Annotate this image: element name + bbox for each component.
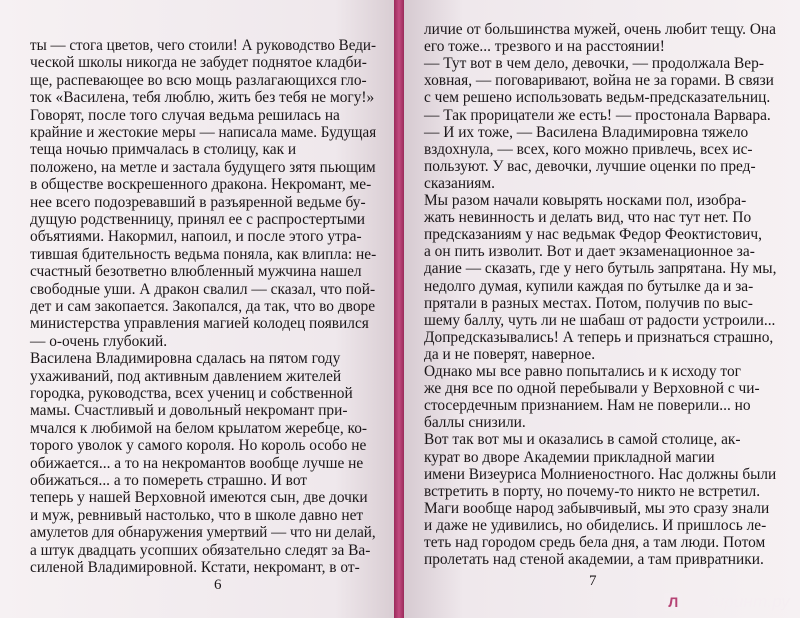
text-line: обижаться... а то помереть страшно. И вот bbox=[30, 472, 308, 489]
text-line: прятали в разных местах. Потом, получив по выс- bbox=[424, 294, 753, 312]
left-page bbox=[0, 0, 394, 618]
text-line: — Так прорицатели же есть! — простонала Варвара. bbox=[424, 106, 771, 124]
text-line: положено, на метле и застала будущего зятя пьющим bbox=[30, 158, 376, 176]
text-line: ток «Василена, тебя люблю, жить без тебя не могу!» bbox=[30, 89, 375, 107]
text-line: городка, руководства, всех учениц и собственной bbox=[30, 385, 353, 402]
text-line: крайние и жестокие меры — написала маме. Будущая bbox=[30, 124, 377, 141]
text-line: торого уволок у самого короля. Но король особо не bbox=[30, 437, 367, 455]
text-line: курат во дворе Академии прикладной магии bbox=[424, 448, 715, 466]
text-line: ухаживаний, под активным давлением жителей bbox=[30, 367, 342, 385]
text-line: обижается... а то на некромантов вообще лучше не bbox=[30, 454, 364, 472]
text-line: Мы разом начали ковырять носками пол, изобра- bbox=[424, 192, 747, 209]
text-line: тившая бдительность ведьма поняла, как влипла: не- bbox=[30, 245, 377, 263]
left-page-number: 6 bbox=[214, 577, 222, 593]
right-page-number: 7 bbox=[589, 573, 597, 589]
text-line: стосердечным признанием. Нам не поверили... но bbox=[424, 397, 751, 415]
text-line: вздохнула, — всех, кого можно привлечь, всех ис- bbox=[424, 140, 753, 158]
text-line: и даже не удивились, но обиделись. И пришлось ле- bbox=[424, 516, 767, 534]
text-line: а он пить изволит. Вот и дает экзаменационное за- bbox=[424, 243, 755, 261]
text-line: предсказаниям у нас ведьмак Федор Феоктистович, bbox=[424, 226, 762, 244]
text-line: шему баллу, чуть ли не шабаш от радости устроили... bbox=[424, 311, 776, 329]
text-line: имени Визеуриса Молниеностного. Нас должны были bbox=[424, 465, 777, 483]
text-line: — Тут вот в чем дело, девочки, — продолжала Вер- bbox=[424, 55, 764, 73]
text-line: Василена Владимировна сдалась на пятом году bbox=[30, 350, 341, 368]
watermark-text: лабиринт.ру bbox=[685, 592, 790, 611]
text-line: нее всего подозревавший в разъяренной ведьме бу- bbox=[30, 193, 366, 211]
text-line: личие от большинства мужей, очень любит тещу. Она bbox=[424, 21, 776, 38]
text-line: Маги вообще народ забывчивый, мы это сразу знали bbox=[424, 499, 770, 517]
text-line: министерства управления магией колодец появился bbox=[30, 315, 369, 333]
book-gutter bbox=[394, 0, 404, 618]
text-line: Допредсказывались! А теперь и признаться страшно, bbox=[424, 328, 774, 346]
text-line: — о-очень глубокий. bbox=[30, 332, 168, 350]
text-line: свободные уши. А дракон свалил — сказал, что пой- bbox=[30, 280, 376, 298]
text-line: объятиями. Накормил, напоил, и после этого утра- bbox=[30, 228, 362, 246]
text-line: теть над городом средь бела дня, а там люди. Потом bbox=[424, 534, 766, 551]
text-line: ховная, — поговаривают, война не за горами. В связи bbox=[424, 72, 774, 90]
text-line: мчался к любимой на белом крылатом жеребце, ко- bbox=[30, 419, 368, 437]
text-line: в обществе воскрешенного дракона. Некромант, ме- bbox=[30, 176, 372, 194]
text-line: Говорят, после того случая ведьма решилась на bbox=[30, 106, 340, 124]
labirint-logo-icon: Л bbox=[664, 593, 682, 611]
text-line: — И их тоже, — Василена Владимировна тяжело bbox=[424, 123, 749, 141]
text-line: с чем решено использовать ведьм-предсказательниц. bbox=[424, 89, 771, 107]
text-line: дет и сам закопается. Закопался, да так, что во дворе bbox=[30, 298, 376, 315]
text-line: встретить в порту, но почему-то никто не встретил. bbox=[424, 482, 761, 500]
text-line: дание — сказать, где у него бутыль запрятана. Ну мы, bbox=[424, 260, 777, 278]
text-line: теща ночью примчалась в столицу, как и bbox=[30, 141, 297, 159]
text-line: Вот так вот мы и оказались в самой столице, ак- bbox=[424, 431, 741, 449]
text-line: силеной Владимировной. Кстати, некромант, в от- bbox=[30, 559, 360, 576]
text-line: а штук двадцать усопших обязательно следят за Ва- bbox=[30, 541, 371, 559]
text-line: баллы снизили. bbox=[424, 414, 526, 432]
text-line: жать невинность и делать вид, что нас тут нет. По bbox=[424, 209, 752, 227]
right-page bbox=[404, 0, 800, 618]
text-line: же дня все по одной перебывали у Верховной с чи- bbox=[424, 380, 760, 398]
text-line: и муж, ревнивый настолько, что в школе давно нет bbox=[30, 506, 364, 524]
text-line: недолго думая, купили каждая по бутылке да и за- bbox=[424, 277, 754, 295]
text-line: его тоже... трезвого и на расстоянии! bbox=[424, 38, 665, 56]
text-line: ще, распевающее во всю мощь разлагающихся гло- bbox=[30, 71, 367, 89]
text-line: да и не поверят, наверное. bbox=[424, 345, 596, 363]
text-line: теперь у нашей Верховной имеются сын, две дочки bbox=[30, 489, 368, 507]
text-line: дущую родственницу, принял ее с распростертыми bbox=[30, 211, 366, 228]
text-line: ческой школы никогда не забудет поднятое кладби- bbox=[30, 54, 367, 72]
text-line: пролетать над стеной академии, а там привратники. bbox=[424, 551, 764, 569]
watermark bbox=[664, 592, 790, 612]
text-line: пользуют. У вас, девочки, лучшие оценки по пред- bbox=[424, 157, 756, 175]
text-line: Однако мы все равно попытались и к исходу тог bbox=[424, 363, 741, 380]
text-line: ты — стога цветов, чего стоили! А руководство Веди- bbox=[30, 37, 376, 54]
text-line: счастный безответно влюбленный мужчина нашел bbox=[30, 263, 362, 281]
text-line: сказаниям. bbox=[424, 174, 495, 192]
text-line: мамы. Счастливый и довольный некромант при- bbox=[30, 402, 348, 420]
text-line: амулетов для обнаружения умертвий — что ни делай, bbox=[30, 524, 376, 542]
